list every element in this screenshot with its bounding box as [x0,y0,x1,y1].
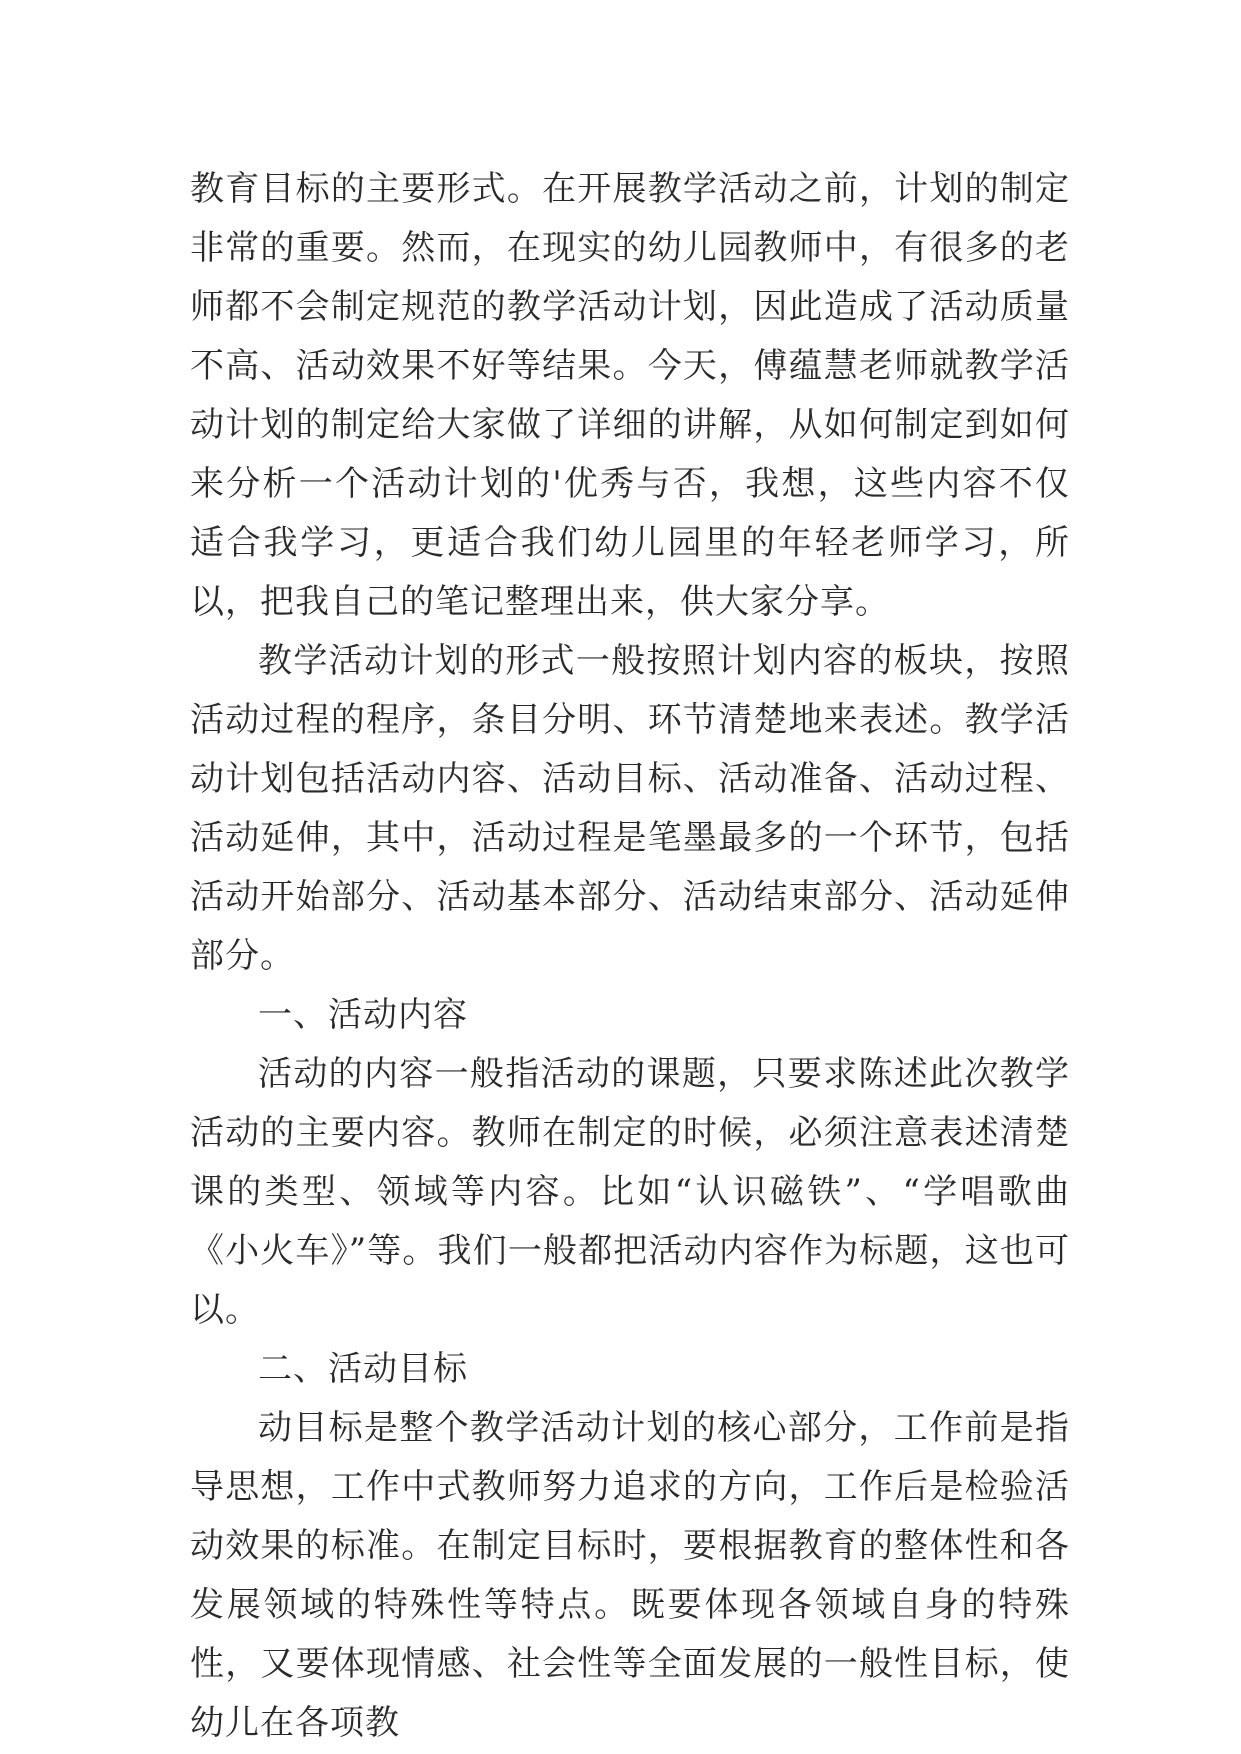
document-page [190,160,1070,1753]
paragraph-intro: 教育目标的主要形式。在开展教学活动之前，计划的制定非常的重要。然而，在现实的幼儿园教师中，有很多的老师都不会制定规范的教学活动计划，因此造成了活动质量不高、活动效果不好等结果。今天，傅蕴慧老师就教学活动计划的制定给大家做了详细的讲解，从如何制定到如何来分析一个活动计划的'优秀与否，我想，这些内容不仅适合我学习，更适合我们幼儿园里的年轻老师学习，所以，把我自己的笔记整理出来，供大家分享。 [190,169,1070,622]
paragraph-content: 活动的内容一般指活动的课题，只要求陈述此次教学活动的主要内容。教师在制定的时候，必须注意表述清楚课的类型、领域等内容。比如“认识磁铁”、“学唱歌曲《小火车》”等。我们一般都把活动内容作为标题，这也可以。 [190,1054,1070,1330]
section-heading-content: 一、活动内容 [258,995,468,1035]
paragraph-plan-form: 教学活动计划的形式一般按照计划内容的板块，按照活动过程的程序，条目分明、环节清楚地来表述。教学活动计划包括活动内容、活动目标、活动准备、活动过程、活动延伸，其中，活动过程是笔墨最多的一个环节，包括活动开始部分、活动基本部分、活动结束部分、活动延伸部分。 [190,641,1070,976]
section-heading-goals: 二、活动目标 [258,1349,468,1389]
paragraph-goals: 动目标是整个教学活动计划的核心部分，工作前是指导思想，工作中式教师努力追求的方向，工作后是检验活动效果的标准。在制定目标时，要根据教育的整体性和各发展领域的特殊性等特点。既要体现各领域自身的特殊性，又要体现情感、社会性等全面发展的一般性目标，使幼儿在各项教 [190,1408,1070,1743]
